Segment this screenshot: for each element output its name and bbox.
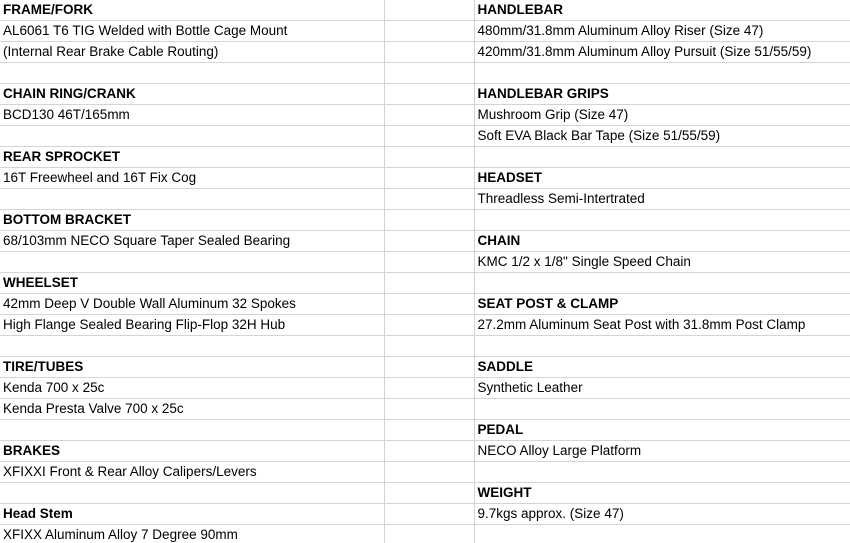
empty-cell — [384, 42, 474, 63]
spec-section-heading: HANDLEBAR — [474, 0, 850, 21]
spec-row — [0, 84, 850, 105]
empty-cell — [384, 525, 474, 543]
empty-cell — [384, 357, 474, 378]
spec-value-cell: 16T Freewheel and 16T Fix Cog — [0, 168, 384, 189]
spec-value-cell — [474, 210, 850, 231]
spec-value-cell — [474, 399, 850, 420]
spec-value-cell — [474, 525, 850, 543]
spec-value-cell: 68/103mm NECO Square Taper Sealed Bearing — [0, 231, 384, 252]
spec-section-heading: BOTTOM BRACKET — [0, 210, 384, 231]
spec-value-cell — [474, 63, 850, 84]
spec-value-cell: 42mm Deep V Double Wall Aluminum 32 Spokes — [0, 294, 384, 315]
empty-cell — [384, 63, 474, 84]
empty-cell — [384, 147, 474, 168]
empty-cell — [384, 84, 474, 105]
spec-row — [0, 399, 850, 420]
spec-value-cell — [0, 483, 384, 504]
spec-value-cell — [0, 126, 384, 147]
spec-value-cell — [474, 462, 850, 483]
empty-cell — [384, 420, 474, 441]
spec-section-heading: HANDLEBAR GRIPS — [474, 84, 850, 105]
spec-section-heading: SADDLE — [474, 357, 850, 378]
spec-value-cell: High Flange Sealed Bearing Flip-Flop 32H Hub — [0, 315, 384, 336]
spec-section-heading: WEIGHT — [474, 483, 850, 504]
spec-section-heading: REAR SPROCKET — [0, 147, 384, 168]
empty-cell — [384, 315, 474, 336]
spec-value-cell: Synthetic Leather — [474, 378, 850, 399]
spec-value-cell — [0, 189, 384, 210]
spec-value-cell: Kenda 700 x 25c — [0, 378, 384, 399]
spec-row — [0, 168, 850, 189]
spec-value-cell — [474, 336, 850, 357]
spec-row — [0, 42, 850, 63]
spec-row — [0, 0, 850, 21]
empty-cell — [384, 168, 474, 189]
spec-row — [0, 378, 850, 399]
empty-cell — [384, 399, 474, 420]
spec-value-cell — [0, 252, 384, 273]
spec-value-cell: 480mm/31.8mm Aluminum Alloy Riser (Size 47) — [474, 21, 850, 42]
spec-section-heading: BRAKES — [0, 441, 384, 462]
spec-value-cell: 27.2mm Aluminum Seat Post with 31.8mm Post Clamp — [474, 315, 850, 336]
spec-row — [0, 357, 850, 378]
spec-row — [0, 294, 850, 315]
empty-cell — [384, 483, 474, 504]
spec-section-heading: SEAT POST & CLAMP — [474, 294, 850, 315]
spec-row — [0, 462, 850, 483]
spec-value-cell: XFIXX Aluminum Alloy 7 Degree 90mm — [0, 525, 384, 543]
spec-value-cell — [474, 273, 850, 294]
spec-value-cell — [474, 147, 850, 168]
empty-cell — [384, 210, 474, 231]
spec-row — [0, 336, 850, 357]
empty-cell — [384, 105, 474, 126]
spec-value-cell — [0, 420, 384, 441]
spec-row — [0, 210, 850, 231]
spec-section-heading: CHAIN — [474, 231, 850, 252]
spec-value-cell: Mushroom Grip (Size 47) — [474, 105, 850, 126]
spec-row — [0, 420, 850, 441]
empty-cell — [384, 231, 474, 252]
spec-row — [0, 189, 850, 210]
empty-cell — [384, 378, 474, 399]
spec-row — [0, 525, 850, 543]
spec-row — [0, 273, 850, 294]
spec-row — [0, 126, 850, 147]
spec-section-heading: CHAIN RING/CRANK — [0, 84, 384, 105]
spec-value-cell: Soft EVA Black Bar Tape (Size 51/55/59) — [474, 126, 850, 147]
empty-cell — [384, 252, 474, 273]
spec-row — [0, 147, 850, 168]
spec-row — [0, 105, 850, 126]
spec-row — [0, 252, 850, 273]
spec-section-heading: TIRE/TUBES — [0, 357, 384, 378]
spec-value-cell: AL6061 T6 TIG Welded with Bottle Cage Mount — [0, 21, 384, 42]
spec-section-heading: Head Stem — [0, 504, 384, 525]
spec-section-heading: WHEELSET — [0, 273, 384, 294]
spec-row — [0, 504, 850, 525]
empty-cell — [384, 504, 474, 525]
spec-value-cell: NECO Alloy Large Platform — [474, 441, 850, 462]
empty-cell — [384, 336, 474, 357]
spec-value-cell: Threadless Semi-Intertrated — [474, 189, 850, 210]
spec-value-cell — [0, 336, 384, 357]
spec-row — [0, 441, 850, 462]
spec-value-cell: (Internal Rear Brake Cable Routing) — [0, 42, 384, 63]
spec-value-cell: Kenda Presta Valve 700 x 25c — [0, 399, 384, 420]
empty-cell — [384, 294, 474, 315]
empty-cell — [384, 21, 474, 42]
spec-value-cell: 9.7kgs approx. (Size 47) — [474, 504, 850, 525]
spec-row — [0, 63, 850, 84]
spec-row — [0, 483, 850, 504]
empty-cell — [384, 126, 474, 147]
empty-cell — [384, 462, 474, 483]
spec-value-cell — [0, 63, 384, 84]
empty-cell — [384, 441, 474, 462]
spec-section-heading: FRAME/FORK — [0, 0, 384, 21]
empty-cell — [384, 189, 474, 210]
spec-row — [0, 315, 850, 336]
empty-cell — [384, 0, 474, 21]
spec-value-cell: KMC 1/2 x 1/8" Single Speed Chain — [474, 252, 850, 273]
spec-value-cell: BCD130 46T/165mm — [0, 105, 384, 126]
spec-value-cell: XFIXXI Front & Rear Alloy Calipers/Levers — [0, 462, 384, 483]
spec-row — [0, 21, 850, 42]
spec-section-heading: PEDAL — [474, 420, 850, 441]
spec-value-cell: 420mm/31.8mm Aluminum Alloy Pursuit (Size 51/55/59) — [474, 42, 850, 63]
spec-section-heading: HEADSET — [474, 168, 850, 189]
empty-cell — [384, 273, 474, 294]
spec-row — [0, 231, 850, 252]
